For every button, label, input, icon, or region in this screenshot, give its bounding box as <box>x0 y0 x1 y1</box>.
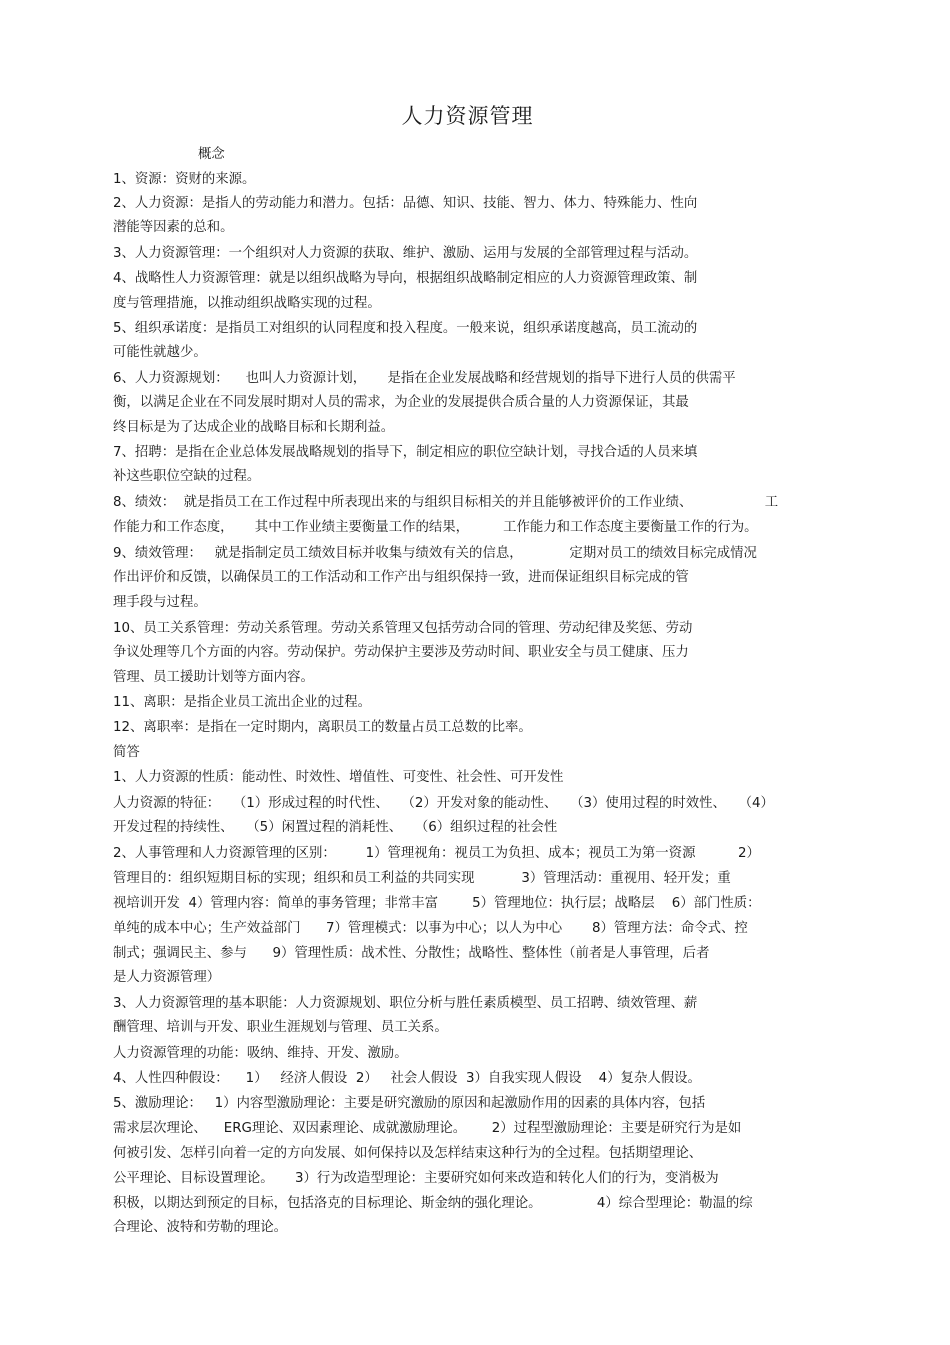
text-line: 5、组织承诺度：是指员工对组织的认同程度和投入程度。一般来说，组织承诺度越高，员工流动的 <box>113 321 698 336</box>
section-heading: 概念 <box>198 147 225 162</box>
text-line: 公平理论、目标设置理论。 3）行为改造型理论：主要研究如何来改造和转化人们的行为，变消极为 <box>113 1171 719 1186</box>
text-line: 5、激励理论： 1）内容型激励理论：主要是研究激励的原因和起激励作用的因素的具体内容，包括 <box>113 1096 706 1111</box>
text-line: 合理论、波特和劳勒的理论。 <box>113 1220 288 1235</box>
text-line: 可能性就越少。 <box>113 345 207 360</box>
text-line: 补这些职位空缺的过程。 <box>113 469 261 484</box>
text-line: 6、人力资源规划： 也叫人力资源计划， 是指在企业发展战略和经营规划的指导下进行人员的供需平 <box>113 371 736 386</box>
text-line: 管理目的：组织短期目标的实现；组织和员工利益的共同实现 3）管理活动：重视用、轻开发；重 <box>113 871 731 886</box>
text-line: 积极，以期达到预定的目标，包括洛克的目标理论、斯金纳的强化理论。 4）综合型理论：勒温的综 <box>113 1196 753 1211</box>
text-line: 10、员工关系管理：劳动关系管理。劳动关系管理又包括劳动合同的管理、劳动纪律及奖惩、劳动 <box>113 621 693 636</box>
text-line: 7、招聘：是指在企业总体发展战略规划的指导下，制定相应的职位空缺计划，寻找合适的人员来填 <box>113 445 698 460</box>
page-title: 人力资源管理 <box>401 104 534 128</box>
text-line: 4、人性四种假设： 1） 经济人假设 2） 社会人假设 3）自我实现人假设 4）复杂人假设。 <box>113 1071 701 1086</box>
text-line: 人力资源的特征： （1）形成过程的时代性、 （2）开发对象的能动性、 （3）使用过程的时效性、 （4） <box>113 796 774 811</box>
text-line: 终目标是为了达成企业的战略目标和长期利益。 <box>113 420 395 435</box>
text-line: 是人力资源管理） <box>113 970 221 985</box>
text-line: 管理、员工援助计划等方面内容。 <box>113 670 314 685</box>
text-line: 4、战略性人力资源管理：就是以组织战略为导向，根据组织战略制定相应的人力资源管理政策、制 <box>113 271 698 286</box>
text-line: 制式；强调民主、参与 9）管理性质：战术性、分散性；战略性、整体性（前者是人事管理，后者 <box>113 946 710 961</box>
text-line: 度与管理措施，以推动组织战略实现的过程。 <box>113 296 381 311</box>
text-line: 3、人力资源管理：一个组织对人力资源的获取、维护、激励、运用与发展的全部管理过程与活动。 <box>113 246 698 261</box>
text-line: 潜能等因素的总和。 <box>113 220 234 235</box>
text-line: 何被引发、怎样引向着一定的方向发展、如何保持以及怎样结束这种行为的全过程。包括期望理论、 <box>113 1146 703 1161</box>
text-line: 简答 <box>113 745 140 760</box>
text-line: 3、人力资源管理的基本职能：人力资源规划、职位分析与胜任素质模型、员工招聘、绩效管理、薪 <box>113 996 698 1011</box>
text-line: 1、人力资源的性质：能动性、时效性、增值性、可变性、社会性、可开发性 <box>113 770 564 785</box>
text-line: 衡，以满足企业在不同发展时期对人员的需求，为企业的发展提供合质合量的人力资源保证，其最 <box>113 395 689 410</box>
text-line: 2、人力资源：是指人的劳动能力和潜力。包括：品德、知识、技能、智力、体力、特殊能力、性向 <box>113 196 698 211</box>
text-line: 2、人事管理和人力资源管理的区别： 1）管理视角：视员工为负担、成本；视员工为第一资源 2） <box>113 846 760 861</box>
text-line: 人力资源管理的功能：吸纳、维持、开发、激励。 <box>113 1046 408 1061</box>
text-line: 理手段与过程。 <box>113 595 207 610</box>
text-line: 酬管理、培训与开发、职业生涯规划与管理、员工关系。 <box>113 1020 448 1035</box>
text-line: 单纯的成本中心；生产效益部门 7）管理模式：以事为中心；以人为中心 8）管理方法：命令式、控 <box>113 921 748 936</box>
text-line: 1、资源：资财的来源。 <box>113 172 256 187</box>
text-line: 8、绩效： 就是指员工在工作过程中所表现出来的与组织目标相关的并且能够被评价的工作业绩、 工 <box>113 495 779 510</box>
text-line: 作出评价和反馈，以确保员工的工作活动和工作产出与组织保持一致，进而保证组织目标完成的管 <box>113 570 689 585</box>
text-line: 开发过程的持续性、 （5）闲置过程的消耗性、 （6）组织过程的社会性 <box>113 820 558 835</box>
text-line: 争议处理等几个方面的内容。劳动保护。劳动保护主要涉及劳动时间、职业安全与员工健康、压力 <box>113 645 689 660</box>
text-line: 需求层次理论、 ERG理论、双因素理论、成就激励理论。 2）过程型激励理论：主要是研究行为是如 <box>113 1121 742 1136</box>
text-line: 12、离职率：是指在一定时期内，离职员工的数量占员工总数的比率。 <box>113 720 532 735</box>
text-line: 9、绩效管理： 就是指制定员工绩效目标并收集与绩效有关的信息， 定期对员工的绩效目标完成情况 <box>113 546 757 561</box>
text-line: 视培训开发 4）管理内容：简单的事务管理；非常丰富 5）管理地位：执行层；战略层 6）部门性质： <box>113 896 761 911</box>
text-line: 11、离职：是指企业员工流出企业的过程。 <box>113 695 372 710</box>
text-line: 作能力和工作态度， 其中工作业绩主要衡量工作的结果， 工作能力和工作态度主要衡量工作的行为。 <box>113 520 758 535</box>
